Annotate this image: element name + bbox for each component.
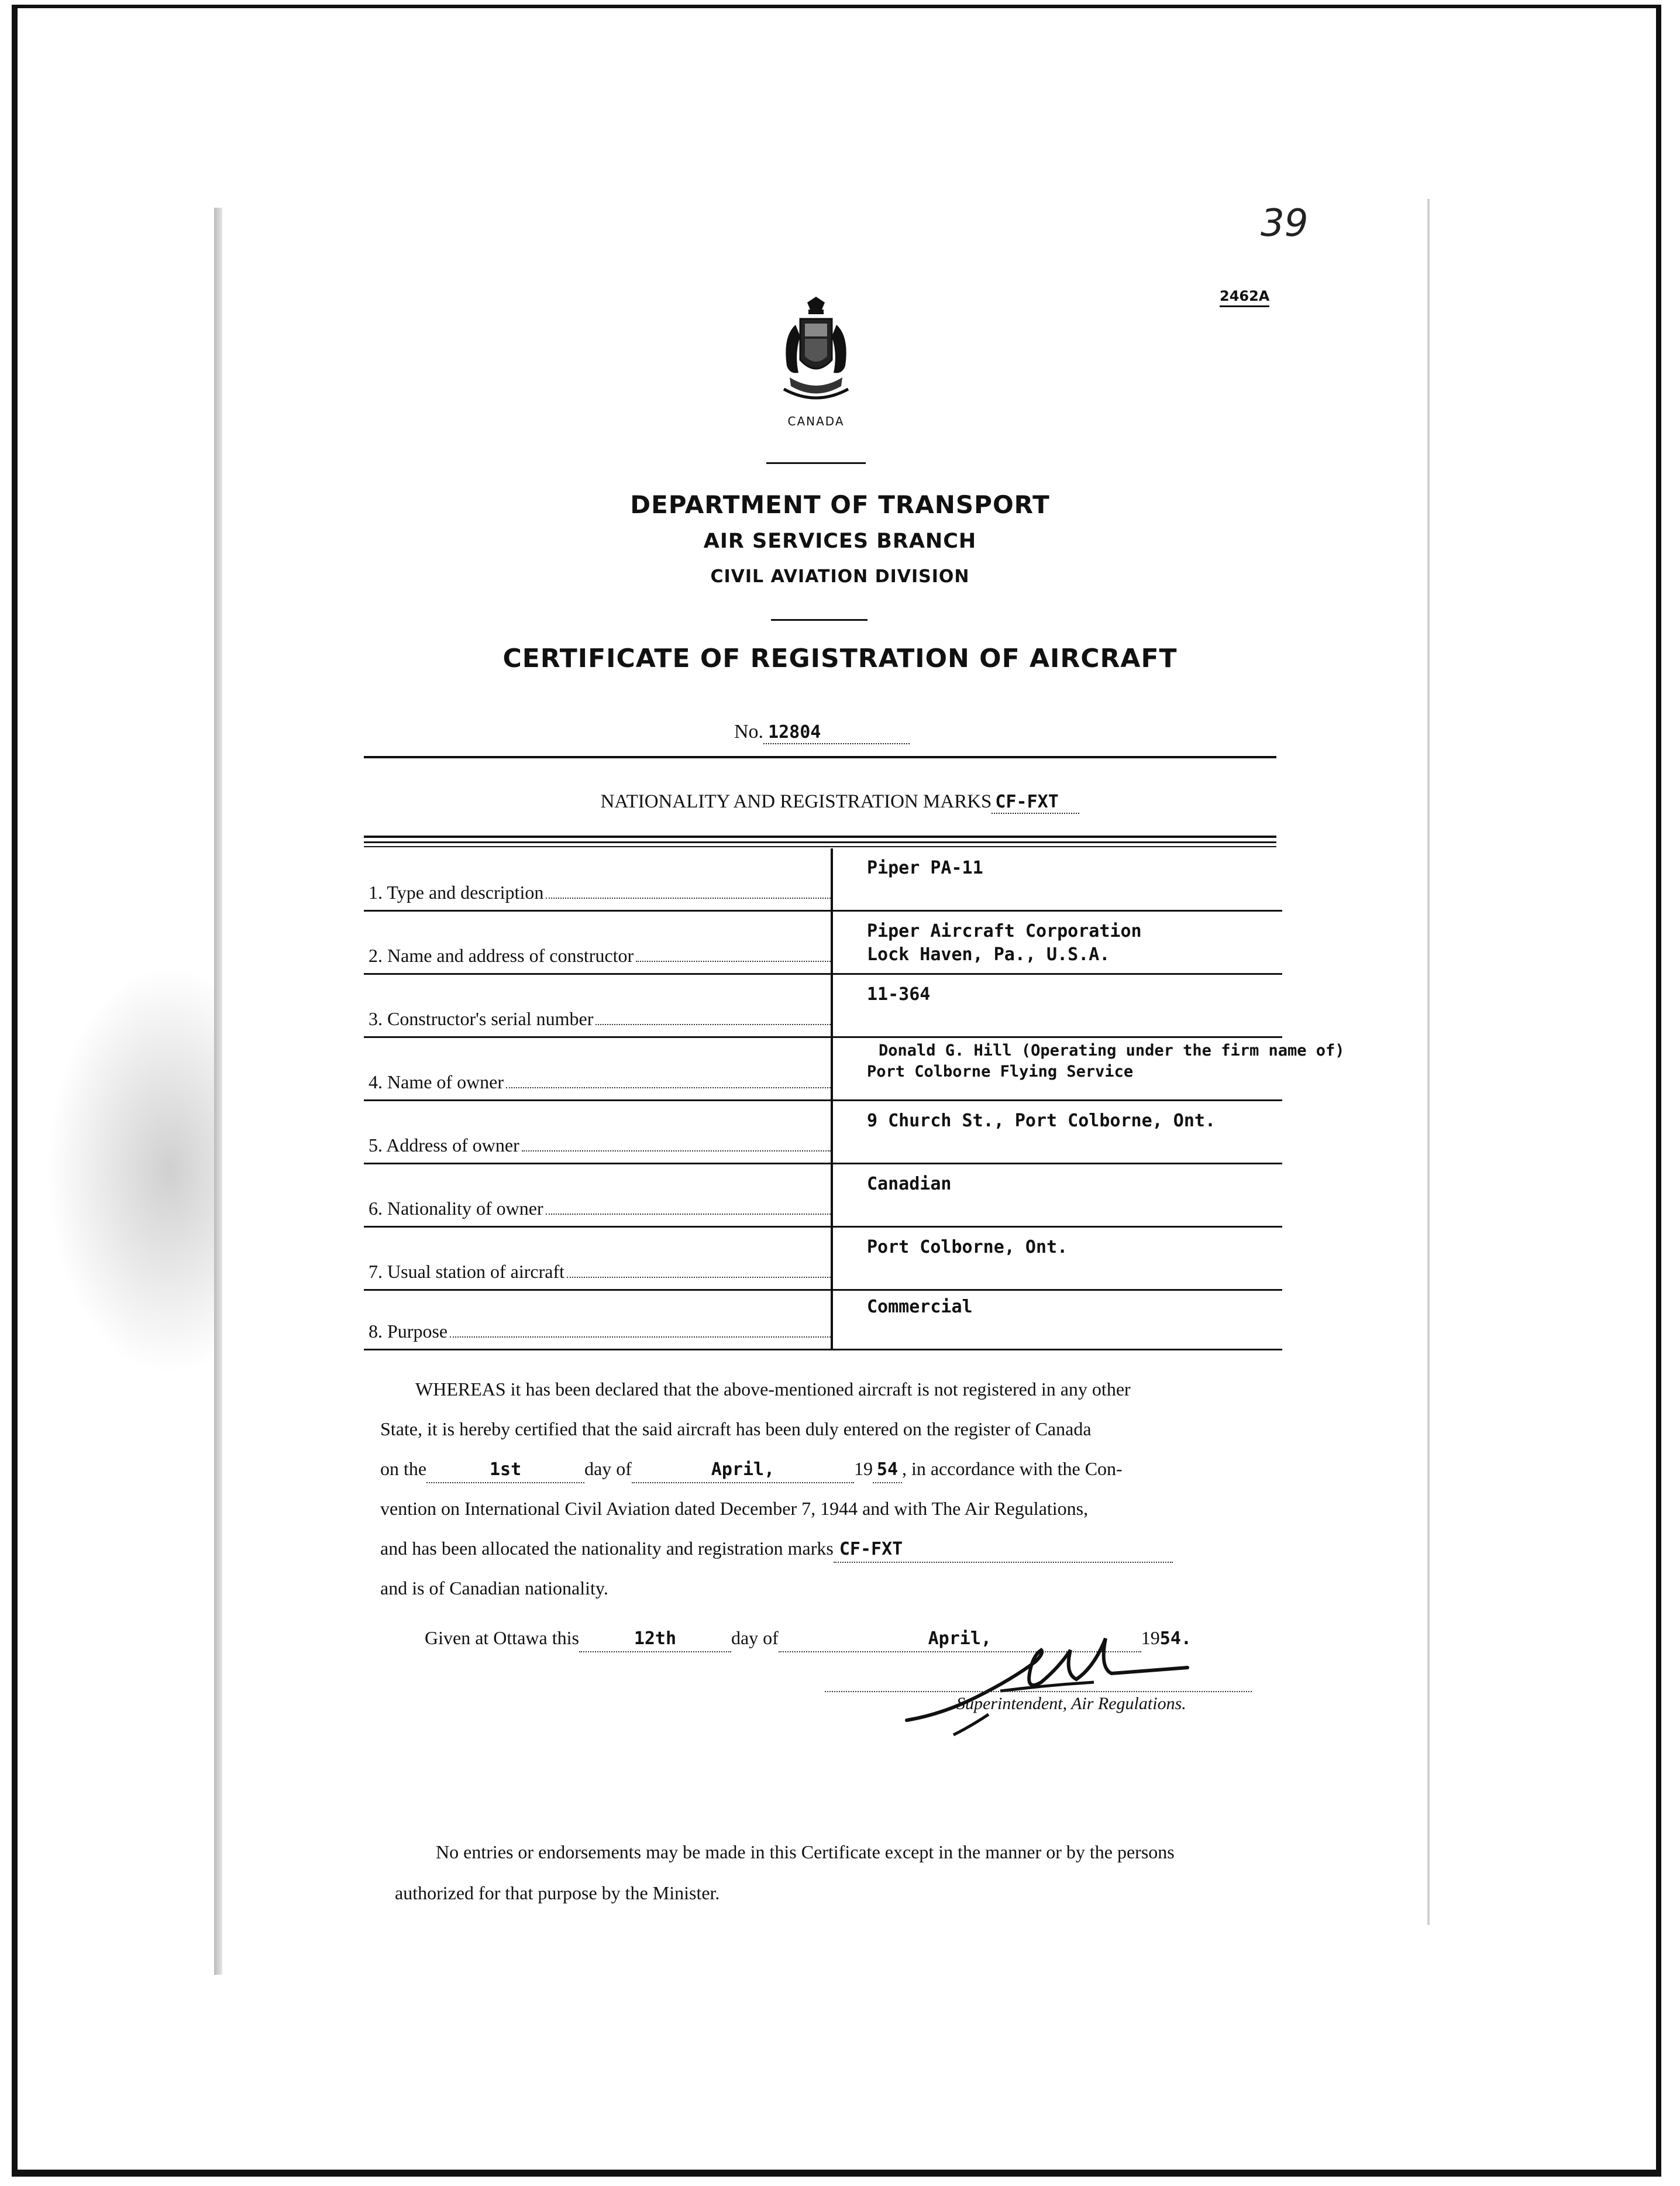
field-value: Lock Haven, Pa., U.S.A.	[867, 944, 1110, 965]
field-row	[364, 912, 1282, 975]
field-row	[364, 975, 1282, 1038]
paragraph-line: and is of Canadian nationality.	[380, 1577, 608, 1599]
page-edge-right	[1427, 199, 1430, 1925]
signatory-title: Superintendent, Air Regulations.	[956, 1694, 1186, 1713]
field-label: 2. Name and address of constructor	[369, 945, 634, 966]
field-value: Piper Aircraft Corporation	[867, 921, 1142, 941]
registration-marks-value: CF-FXT	[839, 1539, 903, 1559]
page-edge-left	[214, 208, 222, 1975]
paragraph-line: vention on International Civil Aviation dated December 7, 1944 and with The Air Regulations,	[380, 1498, 1089, 1519]
scan-smudge	[47, 965, 222, 1375]
field-value: Port Colborne Flying Service	[867, 1063, 1134, 1081]
footer-line: authorized for that purpose by the Minister.	[395, 1882, 720, 1903]
field-row	[364, 1228, 1282, 1291]
given-line: Given at Ottawa this 12th day of April, 1954.	[425, 1618, 1290, 1659]
field-value: Canadian	[867, 1174, 952, 1194]
field-row	[364, 1038, 1345, 1101]
field-label: 5. Address of owner	[369, 1135, 519, 1156]
table-double-rule	[364, 841, 1276, 843]
certificate-number-label: No.	[734, 721, 764, 743]
paragraph-line: and has been allocated the nationality and registration marks CF-FXT	[380, 1528, 1293, 1568]
header-divider	[766, 462, 866, 464]
coat-of-arms-icon	[772, 295, 860, 407]
field-label: 3. Constructor's serial number	[369, 1008, 594, 1029]
table-top-rule	[364, 756, 1276, 758]
footer-note	[395, 1831, 1307, 1913]
division-title: CIVIL AVIATION DIVISION	[710, 566, 970, 587]
form-code: 2462A	[1220, 288, 1269, 307]
footer-line: No entries or endorsements may be made in this Certificate except in the manner or by the persons	[436, 1841, 1175, 1862]
field-row	[364, 1101, 1282, 1164]
registration-year-value: 54	[876, 1459, 898, 1480]
field-value: Piper PA-11	[867, 858, 983, 878]
field-label: 6. Nationality of owner	[369, 1198, 543, 1219]
registration-month-value: April,	[711, 1459, 775, 1480]
certificate-number	[734, 721, 910, 744]
field-label: 1. Type and description	[369, 882, 544, 903]
nationality-marks-value: CF-FXT	[995, 792, 1059, 812]
nationality-marks-line	[0, 791, 1680, 814]
field-row	[364, 1287, 1282, 1350]
nationality-marks-label: NATIONALITY AND REGISTRATION MARKS	[600, 791, 992, 812]
paragraph-line: on the 1st day of April, 19 54 , in accordance with the Con-	[380, 1449, 1293, 1489]
department-title: DEPARTMENT OF TRANSPORT	[630, 490, 1050, 519]
field-row	[364, 1164, 1282, 1228]
paragraph-line: State, it is hereby certified that the said aircraft has been duly entered on the register of Canada	[380, 1418, 1092, 1439]
country-label: CANADA	[787, 414, 845, 428]
field-value: Port Colborne, Ont.	[867, 1237, 1068, 1257]
registration-day-value: 1st	[490, 1459, 522, 1480]
certification-paragraph	[380, 1369, 1293, 1608]
handwritten-signature-icon	[895, 1627, 1199, 1744]
given-year-value: 54.	[1159, 1628, 1192, 1649]
field-value: Commercial	[867, 1297, 973, 1317]
handwritten-page-number: 39	[1261, 202, 1309, 245]
field-value: Donald G. Hill (Operating under the firm name of)	[879, 1042, 1345, 1060]
table-double-rule	[364, 836, 1276, 838]
header-divider	[771, 619, 867, 621]
field-value: 9 Church St., Port Colborne, Ont.	[867, 1111, 1216, 1131]
signature-line	[825, 1691, 1252, 1692]
branch-title: AIR SERVICES BRANCH	[703, 530, 977, 553]
table-double-rule	[364, 846, 1276, 847]
field-label: 4. Name of owner	[369, 1071, 504, 1092]
field-label: 7. Usual station of aircraft	[369, 1261, 564, 1282]
given-day-value: 12th	[634, 1628, 677, 1649]
field-label: 8. Purpose	[369, 1321, 448, 1342]
given-month-value: April,	[928, 1628, 992, 1649]
field-row	[364, 848, 1282, 912]
certificate-title: CERTIFICATE OF REGISTRATION OF AIRCRAFT	[502, 644, 1178, 673]
paragraph-line: WHEREAS it has been declared that the above-mentioned aircraft is not registered in any other	[415, 1379, 1131, 1400]
field-value: 11-364	[867, 984, 931, 1005]
certificate-number-value: 12804	[768, 722, 821, 743]
